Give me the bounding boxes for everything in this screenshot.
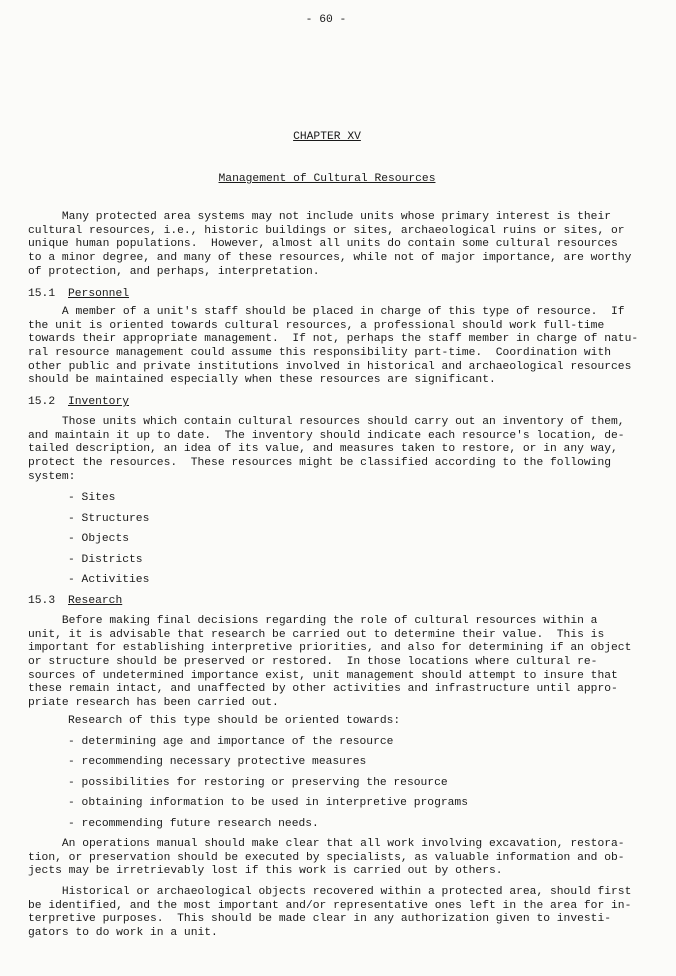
text-line: to a minor degree, and many of these resources, while not of major importance, are worthy [28, 252, 632, 265]
list-item: - Activities [68, 574, 150, 586]
inventory-paragraph [28, 416, 640, 484]
list-item: - Objects [68, 533, 130, 545]
text-line: Before making final decisions regarding the role of cultural resources within a [28, 615, 598, 627]
list-item: - Sites [68, 492, 116, 504]
text-line: or structure should be preserved or restored. In those locations where cultural re- [28, 656, 598, 669]
page-number: - 60 - [305, 14, 347, 26]
text-line: sources of undetermined importance exist, unit management should attempt to insure that [28, 669, 618, 682]
text-line: An operations manual should make clear that all work involving excavation, restora- [28, 838, 625, 850]
intro-paragraph [28, 211, 640, 279]
text-line: terpretive purposes. This should be made clear in any authorization given to investi- [28, 913, 612, 926]
text-line: ral resource management could assume this responsibility part-time. Coordination with [28, 347, 612, 360]
section-heading-inventory [28, 396, 129, 410]
section-number: 15.1 [28, 288, 56, 300]
text-line: should be maintained especially when these resources are significant. [28, 374, 496, 387]
section-title: Personnel [68, 288, 130, 300]
operations-paragraph [28, 838, 640, 879]
text-line: unit, it is advisable that research be carried out to determine their value. This is [28, 628, 605, 641]
section-heading-research [28, 595, 122, 609]
section-title: Inventory [68, 396, 130, 408]
text-line: Historical or archaeological objects recovered within a protected area, should first [28, 886, 632, 898]
text-line: the unit is oriented towards cultural resources, a professional should work full-time [28, 319, 605, 332]
text-line: other public and private institutions involved in historical and archaeological resources [28, 360, 632, 373]
text-line: gators to do work in a unit. [28, 927, 218, 940]
list-item: - Districts [68, 554, 143, 566]
list-item: - possibilities for restoring or preserving the resource [68, 777, 448, 789]
text-line: protect the resources. These resources might be classified according to the following [28, 457, 612, 470]
list-item: - recommending future research needs. [68, 818, 319, 830]
text-line: important for establishing interpretive priorities, and also for determining if an object [28, 642, 632, 655]
text-line: these remain intact, and unaffected by other activities and infrastructure until appro- [28, 683, 618, 696]
research-lead: Research of this type should be oriented towards: [68, 715, 401, 727]
list-item: - obtaining information to be used in interpretive programs [68, 797, 468, 809]
section-number: 15.2 [28, 396, 56, 408]
text-line: A member of a unit's staff should be placed in charge of this type of resource. If [28, 306, 625, 318]
text-line: unique human populations. However, almost all units do contain some cultural resources [28, 238, 618, 251]
text-line: be identified, and the most important and/or representative ones left in the area for in- [28, 899, 632, 912]
text-line: tion, or preservation should be executed by specialists, as valuable information and ob- [28, 851, 625, 864]
list-item: - recommending necessary protective measures [68, 756, 367, 768]
chapter-heading: CHAPTER XV [293, 131, 361, 143]
list-item: - Structures [68, 513, 150, 525]
text-line: priate research has been carried out. [28, 697, 279, 710]
text-line: towards their appropriate management. If not, perhaps the staff member in charge of natu- [28, 333, 639, 346]
personnel-paragraph [28, 306, 640, 388]
text-line: jects may be irretrievably lost if this work is carried out by others. [28, 865, 503, 878]
text-line: Many protected area systems may not include units whose primary interest is their [28, 211, 612, 223]
section-title: Research [68, 595, 123, 607]
text-line: and maintain it up to date. The inventory should indicate each resource's location, de- [28, 429, 625, 442]
text-line: of protection, and perhaps, interpretation. [28, 265, 320, 278]
text-line: Those units which contain cultural resources should carry out an inventory of them, [28, 416, 625, 428]
text-line: cultural resources, i.e., historic buildings or sites, archaeological ruins or sites, or [28, 224, 625, 237]
section-heading-personnel [28, 288, 129, 302]
section-number: 15.3 [28, 595, 56, 607]
text-line: system: [28, 470, 76, 483]
objects-paragraph [28, 886, 640, 941]
research-paragraph [28, 615, 640, 711]
text-line: tailed description, an idea of its value, and measures taken to restore, or in any way, [28, 443, 618, 456]
chapter-title: Management of Cultural Resources [218, 173, 436, 185]
list-item: - determining age and importance of the resource [68, 736, 394, 748]
